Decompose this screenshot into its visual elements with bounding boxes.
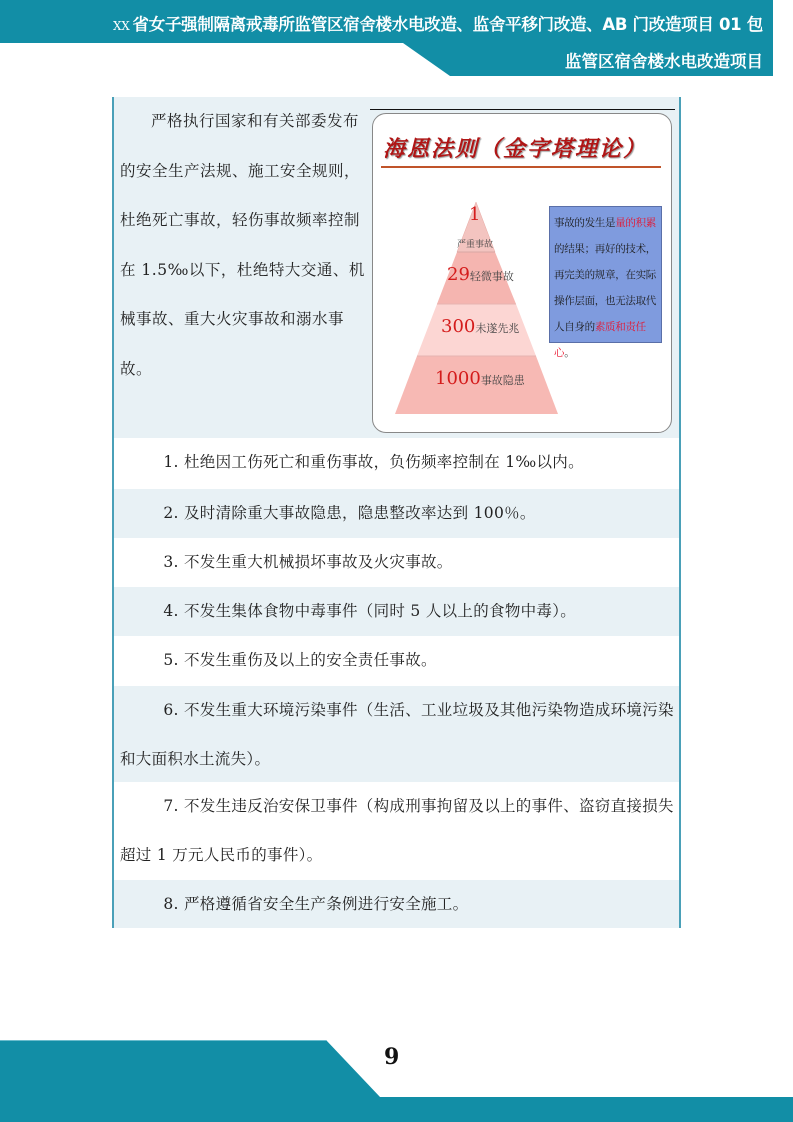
figure-top-rule — [370, 109, 675, 110]
figure-frame — [372, 113, 672, 433]
note-box: 事故的发生是量的积累的结果；再好的技术，再完美的规章，在实际操作层面，也无法取代人自身的素质和责任心。 — [549, 206, 662, 343]
document-title-line2: 监管区宿舍楼水电改造项目 — [565, 52, 763, 71]
pyramid-level-4: 1000事故隐患 — [435, 368, 525, 389]
intro-paragraph: 严格执行国家和有关部委发布的安全生产法规、施工安全规则，杜绝死亡事故，轻伤事故频率控制在 1.5‰以下，杜绝特大交通、机械事故、重大火灾事故和溺水事故。 — [120, 112, 365, 378]
pyramid-level-1-label: 严重事故 — [457, 240, 494, 250]
goal-row-2: 2. 及时清除重大事故隐患，隐患整改率达到 100％。 — [114, 489, 679, 538]
goal-row-5: 5. 不发生重伤及以上的安全责任事故。 — [163, 651, 437, 669]
goal-row-8: 8. 严格遵循省安全生产条例进行安全施工。 — [114, 880, 679, 928]
goal-row-1: 1. 杜绝因工伤死亡和重伤事故，负伤频率控制在 1‰以内。 — [163, 453, 584, 471]
pyramid-level-3: 300未遂先兆 — [441, 316, 520, 337]
goal-row-4: 4. 不发生集体食物中毒事件（同时 5 人以上的食物中毒）。 — [114, 587, 679, 636]
goal-row-3: 3. 不发生重大机械损坏事故及火灾事故。 — [163, 553, 453, 571]
note-highlight: 量的积累 — [615, 217, 657, 229]
title-prefix: XX — [113, 19, 130, 33]
heinrich-figure — [370, 97, 675, 438]
goal-row-6: 6. 不发生重大环境污染事件（生活、工业垃圾及其他污染物造成环境污染和大面积水土流失）。 — [114, 686, 679, 782]
intro-row — [114, 97, 679, 438]
safety-goals-table — [112, 97, 681, 928]
title-text: 省女子强制隔离戒毒所监管区宿舍楼水电改造、监舍平移门改造、AB 门改造项目 01 包 — [132, 15, 763, 34]
document-title-line1 — [113, 11, 763, 35]
footer-band — [0, 1040, 400, 1122]
pyramid-level-1: 1 — [469, 204, 481, 225]
pyramid-level-2: 29轻微事故 — [447, 264, 514, 285]
footer-rule — [0, 1040, 326, 1041]
page-number: 9 — [384, 1044, 400, 1070]
goal-row-7: 7. 不发生违反治安保卫事件（构成刑事拘留及以上的事件、盗窃直接损失超过 1 万元人民币的事件）。 — [120, 797, 674, 864]
footer-band-right — [380, 1097, 793, 1122]
figure-title: 海恩法则（金字塔理论） — [383, 136, 648, 162]
note-highlight: 素质和责任心 — [554, 321, 646, 359]
